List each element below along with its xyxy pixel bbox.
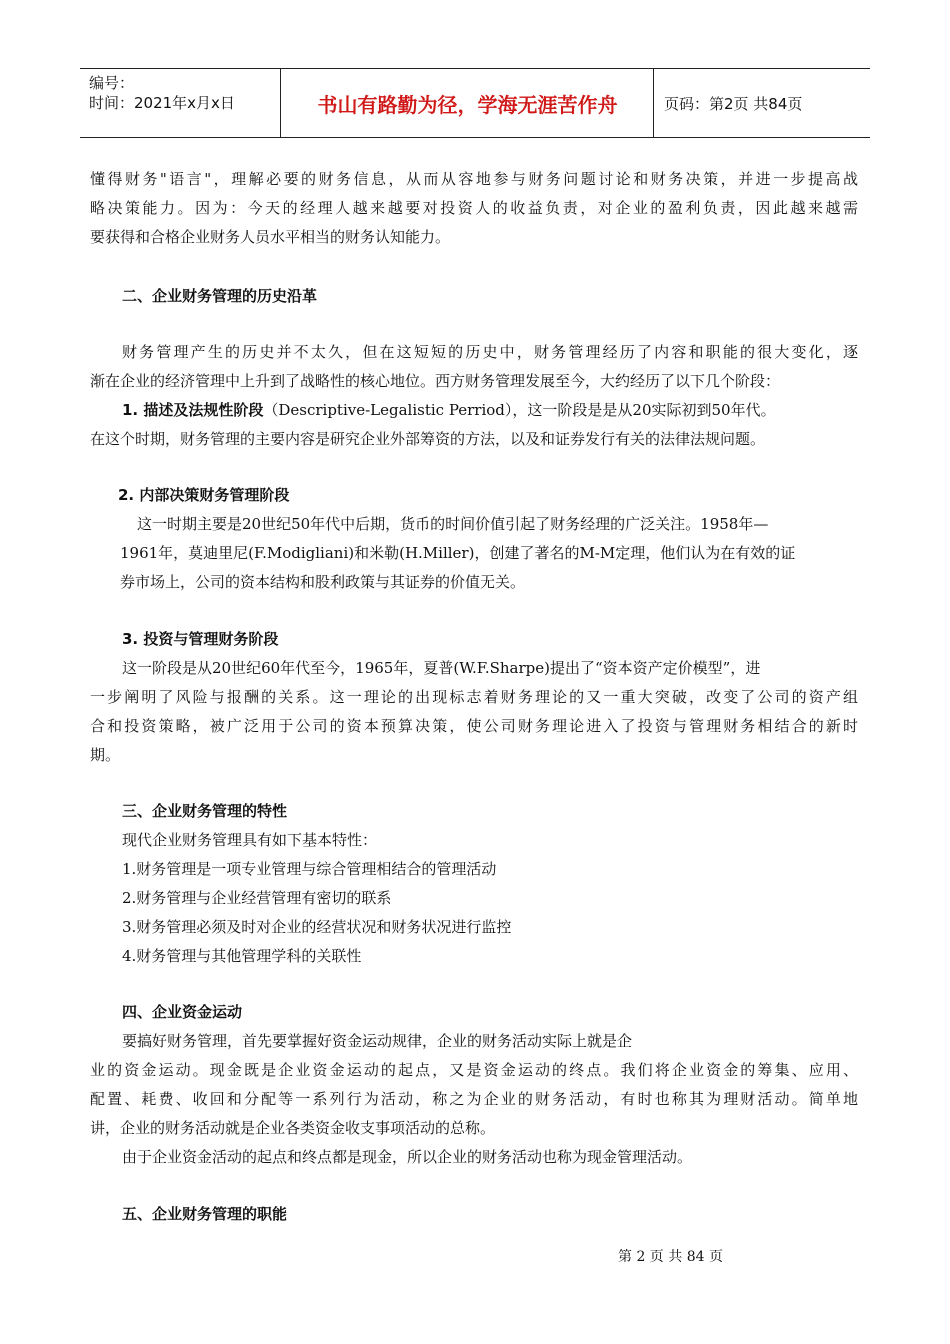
list-item: 3.财务管理必须及时对企业的经营状况和财务状况进行监控 [122,918,512,936]
paragraph-line: 渐在企业的经济管理中上升到了战略性的核心地位。西方财务管理发展至今，大约经历了以下几个阶段： [90,372,781,390]
paragraph-line: 要搞好财务管理，首先要掌握好资金运动规律，企业的财务活动实际上就是企 [122,1032,633,1050]
paragraph-line: 期。 [90,746,121,764]
header-motto: 书山有路勤为径，学海无涯苦作舟 [282,69,654,137]
paragraph-line: 1961年，莫迪里尼(F.Modigliani)和米勒(H.Miller)，创建了著名的M-M定理，他们认为在有效的证 [120,544,796,562]
paragraph-line: 财务管理产生的历史并不太久，但在这短短的历史中，财务管理经历了内容和职能的很大变化，逐 [122,343,858,361]
time-label: 时间：2021年x月x日 [89,94,235,112]
list-item: 2.财务管理与企业经营管理有密切的联系 [122,889,392,907]
paragraph-line: 合和投资策略，被广泛用于公司的资本预算决策，使公司财务理论进入了投资与管理财务相结合的新时 [90,717,858,735]
paragraph-line: 由于企业资金活动的起点和终点都是现金，所以企业的财务活动也称为现金管理活动。 [122,1148,693,1166]
stage-heading: 3. 投资与管理财务阶段 [122,630,279,648]
paragraph-line: 业的资金运动。现金既是企业资金运动的起点，又是资金运动的终点。我们将企业资金的筹集、应用、 [90,1061,858,1079]
section-heading: 三、企业财务管理的特性 [122,802,288,820]
number-label: 编号： [89,74,135,92]
section-heading: 二、企业财务管理的历史沿革 [122,287,318,305]
paragraph-line: 略决策能力。因为：今天的经理人越来越要对投资人的收益负责，对企业的盈利负责，因此越来越需 [90,199,858,217]
list-item: 1.财务管理是一项专业管理与综合管理相结合的管理活动 [122,860,497,878]
paragraph-line: 一步阐明了风险与报酬的关系。这一理论的出现标志着财务理论的又一重大突破，改变了公司的资产组 [90,688,858,706]
stage-text: （Descriptive-Legalistic Perriod），这一阶段是是从20实际初到50年代。 [263,401,776,419]
section-heading: 五、企业财务管理的职能 [122,1205,288,1223]
paragraph-line: 配置、耗费、收回和分配等一系列行为活动，称之为企业的财务活动，有时也称其为理财活动。简单地 [90,1090,858,1108]
list-item: 4.财务管理与其他管理学科的关联性 [122,947,362,965]
stage-line [122,399,776,421]
page-footer: 第 2 页 共 84 页 [618,1249,723,1265]
stage-heading: 2. 内部决策财务管理阶段 [118,486,290,504]
paragraph-line: 现代企业财务管理具有如下基本特性： [122,831,378,849]
page-header [80,68,870,138]
paragraph-line: 在这个时期，财务管理的主要内容是研究企业外部筹资的方法，以及和证券发行有关的法律法规问题。 [90,430,766,448]
paragraph-line: 这一时期主要是20世纪50年代中后期，货币的时间价值引起了财务经理的广泛关注。1958年— [137,515,769,533]
header-meta [80,69,281,137]
header-page-info: 页码：第2页 共84页 [664,94,803,113]
stage-title: 1. 描述及法规性阶段 [122,401,264,419]
paragraph-line: 这一阶段是从20世纪60年代至今，1965年，夏普(W.F.Sharpe)提出了“资本资产定价模型”，进 [122,659,761,677]
paragraph-line: 讲，企业的财务活动就是企业各类资金收支事项活动的总称。 [90,1119,496,1137]
paragraph-line: 懂得财务"语言"，理解必要的财务信息，从而从容地参与财务问题讨论和财务决策，并进一步提高战 [90,170,858,188]
paragraph-line: 要获得和合格企业财务人员水平相当的财务认知能力。 [90,228,451,246]
section-heading: 四、企业资金运动 [122,1003,243,1021]
paragraph-line: 券市场上，公司的资本结构和股利政策与其证券的价值无关。 [120,573,526,591]
